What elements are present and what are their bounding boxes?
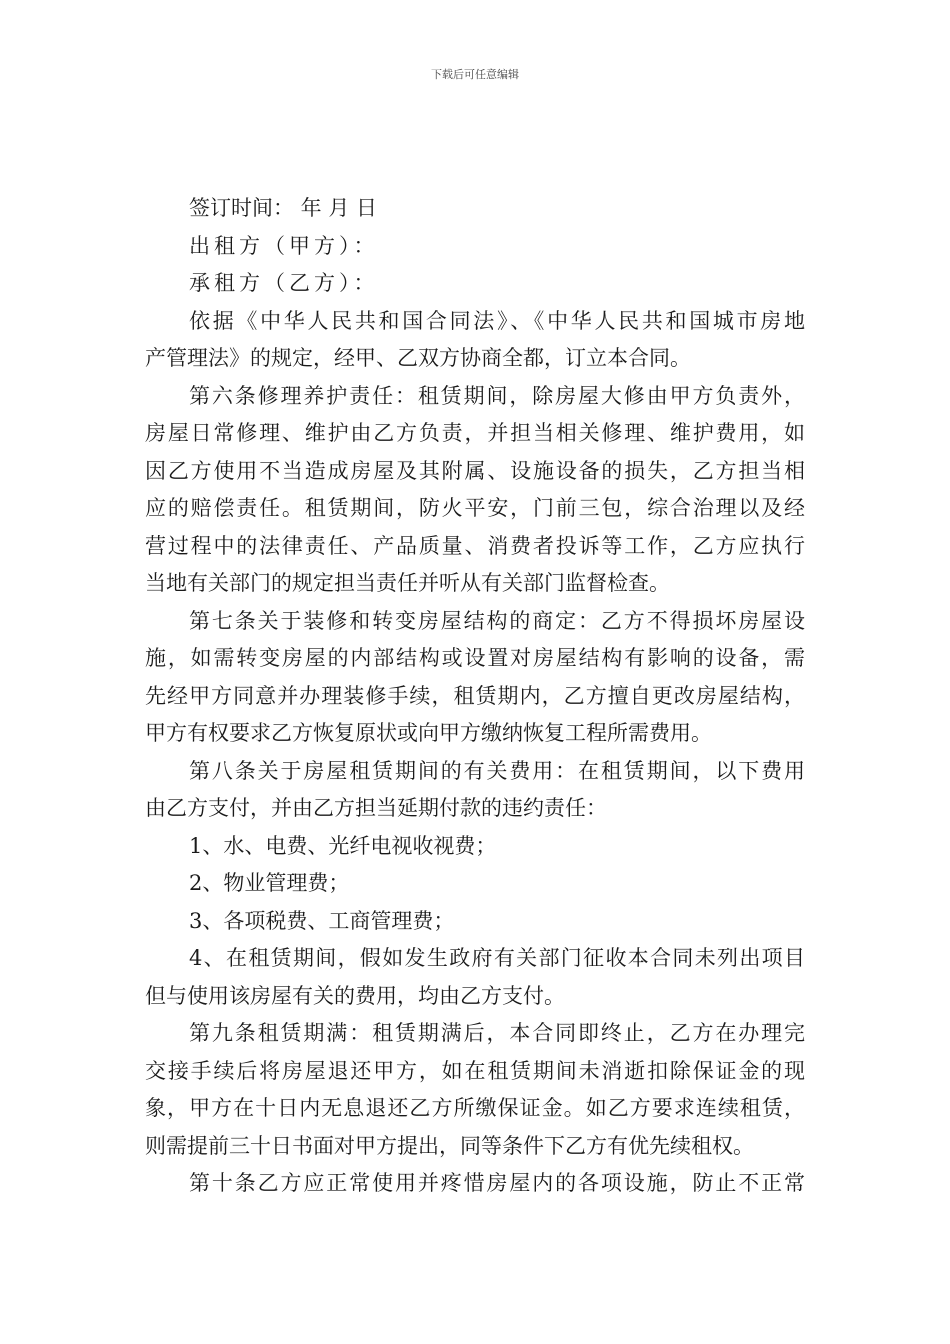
document-line: 房屋日常修理、维护由乙方负责，并担当相关修理、维护费用，如 — [145, 421, 805, 445]
document-line: 第六条修理养护责任：租赁期间，除房屋大修由甲方负责外， — [189, 383, 805, 408]
document-line: 应的赔偿责任。租赁期间，防火平安，门前三包，综合治理以及经 — [145, 496, 805, 520]
document-line: 第九条租赁期满：租赁期满后，本合同即终止，乙方在办理完 — [189, 1021, 805, 1045]
document-line: 3、各项税费、工商管理费； — [189, 908, 455, 933]
document-line: 依据《中华人民共和国合同法》、《中华人民共和国城市房地 — [189, 308, 805, 333]
document-line: 第八条关于房屋租赁期间的有关费用：在租赁期间，以下费用 — [189, 758, 805, 783]
document-line: 交接手续后将房屋退还甲方，如在租赁期间未消逝扣除保证金的现 — [145, 1058, 805, 1083]
document-line: 由乙方支付，并由乙方担当延期付款的违约责任： — [145, 796, 607, 820]
document-line: 甲方有权要求乙方恢复原状或向甲方缴纳恢复工程所需费用。 — [145, 721, 712, 745]
document-line: 承租方（乙方）： — [189, 271, 379, 295]
document-line: 第十条乙方应正常使用并疼惜房屋内的各项设施，防止不正常 — [189, 1171, 805, 1195]
document-line: 当地有关部门的规定担当责任并听从有关部门监督检查。 — [145, 571, 670, 595]
document-line: 象，甲方在十日内无息退还乙方所缴保证金。如乙方要求连续租赁， — [145, 1096, 805, 1120]
document-line: 2、物业管理费； — [189, 871, 350, 895]
page-header-note: 下载后可任意编辑 — [431, 68, 519, 81]
document-line: 但与使用该房屋有关的费用，均由乙方支付。 — [145, 983, 565, 1008]
document-line: 营过程中的法律责任、产品质量、消费者投诉等工作，乙方应执行 — [145, 533, 805, 558]
document-line: 1、水、电费、光纤电视收视费； — [189, 833, 497, 858]
document-line: 产管理法》的规定，经甲、乙双方协商全都，订立本合同。 — [145, 346, 691, 370]
document-line: 第七条关于装修和转变房屋结构的商定：乙方不得损坏房屋设 — [189, 608, 805, 633]
document-line: 因乙方使用不当造成房屋及其附属、设施设备的损失，乙方担当相 — [145, 458, 805, 483]
document-line: 4、在租赁期间，假如发生政府有关部门征收本合同未列出项目 — [189, 946, 805, 970]
document-line: 先经甲方同意并办理装修手续，租赁期内，乙方擅自更改房屋结构， — [145, 683, 805, 708]
document-line: 出租方（甲方）： — [189, 233, 379, 258]
document-body — [145, 190, 805, 1203]
document-line: 签订时间： 年 月 日 — [189, 196, 378, 220]
document-line: 施，如需转变房屋的内部结构或设置对房屋结构有影响的设备，需 — [145, 646, 805, 670]
document-line: 则需提前三十日书面对甲方提出，同等条件下乙方有优先续租权。 — [145, 1133, 754, 1158]
